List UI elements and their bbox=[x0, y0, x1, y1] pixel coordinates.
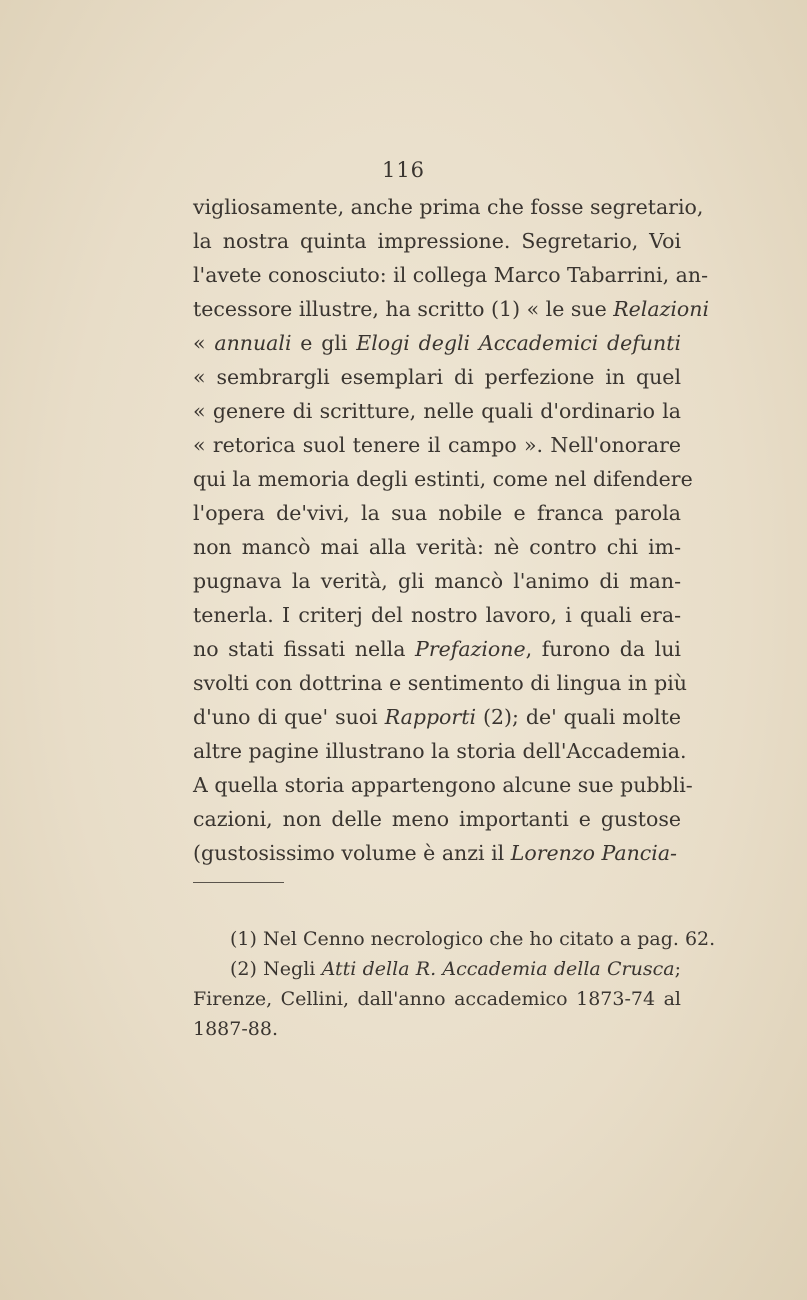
text-run: , furono da lui bbox=[525, 637, 681, 661]
footnote-line bbox=[193, 954, 681, 984]
text-run: « bbox=[193, 331, 215, 355]
text-run: cazioni, non delle meno importanti e gustose bbox=[193, 807, 681, 831]
text-run: (2) Negli bbox=[230, 958, 322, 980]
text-run: (1) Nel Cenno necrologico che ho citato a pag. 62. bbox=[230, 928, 716, 950]
text-line bbox=[193, 700, 681, 734]
italic-text: annuali bbox=[214, 331, 292, 355]
text-run: « genere di scritture, nelle quali d'ordinario la bbox=[193, 399, 681, 423]
text-run: l'avete conosciuto: il collega Marco Tabarrini, an- bbox=[193, 263, 709, 287]
text-run: d'uno di que' suoi bbox=[193, 705, 385, 729]
footnote-line bbox=[193, 984, 681, 1014]
text-line bbox=[193, 564, 681, 598]
page-number: 116 bbox=[381, 158, 426, 182]
body-text bbox=[193, 190, 710, 870]
text-run: tenerla. I criterj del nostro lavoro, i quali era- bbox=[193, 603, 681, 627]
text-line bbox=[193, 462, 693, 496]
footnote-line bbox=[193, 924, 716, 954]
text-line bbox=[193, 292, 710, 326]
text-line bbox=[193, 666, 687, 700]
text-run: no stati fissati nella bbox=[193, 637, 416, 661]
text-line bbox=[193, 258, 709, 292]
italic-text: Prefazione bbox=[415, 637, 526, 661]
text-run: Firenze, Cellini, dall'anno accademico 1873-74 al bbox=[193, 988, 681, 1010]
italic-text: Lorenzo Pancia- bbox=[510, 841, 677, 865]
text-line bbox=[193, 836, 681, 870]
text-line bbox=[193, 598, 681, 632]
text-run: 1887-88. bbox=[193, 1018, 278, 1040]
text-run: tecessore illustre, ha scritto (1) « le sue bbox=[193, 297, 614, 321]
text-run: non mancò mai alla verità: nè contro chi im- bbox=[193, 535, 681, 559]
italic-text: Elogi degli Accademici defunti bbox=[356, 331, 681, 355]
text-run: qui la memoria degli estinti, come nel difendere bbox=[193, 467, 693, 491]
footnote-separator bbox=[193, 882, 284, 883]
footnotes bbox=[193, 924, 716, 1044]
text-run: (2); de' quali molte bbox=[476, 705, 681, 729]
text-run: e gli bbox=[291, 331, 357, 355]
italic-text: Atti della R. Accademia della Crusca bbox=[321, 958, 675, 980]
text-run: « retorica suol tenere il campo ». Nell'onorare bbox=[193, 433, 681, 457]
italic-text: Rapporti bbox=[384, 705, 476, 729]
text-line bbox=[193, 768, 693, 802]
text-run: la nostra quinta impressione. Segretario, Voi bbox=[193, 229, 681, 253]
text-run: l'opera de'vivi, la sua nobile e franca parola bbox=[193, 501, 681, 525]
text-run: svolti con dottrina e sentimento di lingua in più bbox=[193, 671, 687, 695]
text-run: A quella storia appartengono alcune sue pubbli- bbox=[193, 773, 693, 797]
text-run: altre pagine illustrano la storia dell'Accademia. bbox=[193, 739, 687, 763]
text-line bbox=[193, 428, 681, 462]
text-run: pugnava la verità, gli mancò l'animo di man- bbox=[193, 569, 681, 593]
text-run: vigliosamente, anche prima che fosse segretario, bbox=[193, 195, 704, 219]
text-line bbox=[193, 530, 681, 564]
text-line bbox=[193, 326, 681, 360]
text-line bbox=[193, 734, 687, 768]
text-line bbox=[193, 394, 681, 428]
text-run: (gustosissimo volume è anzi il bbox=[193, 841, 511, 865]
text-line bbox=[193, 224, 681, 258]
text-line bbox=[193, 802, 681, 836]
text-line bbox=[193, 190, 704, 224]
text-line bbox=[193, 360, 681, 394]
footnote-line bbox=[193, 1014, 681, 1044]
text-line bbox=[193, 632, 681, 666]
text-line bbox=[193, 496, 681, 530]
italic-text: Relazioni bbox=[613, 297, 710, 321]
text-run: ; bbox=[674, 958, 681, 980]
text-run: « sembrargli esemplari di perfezione in quel bbox=[193, 365, 681, 389]
